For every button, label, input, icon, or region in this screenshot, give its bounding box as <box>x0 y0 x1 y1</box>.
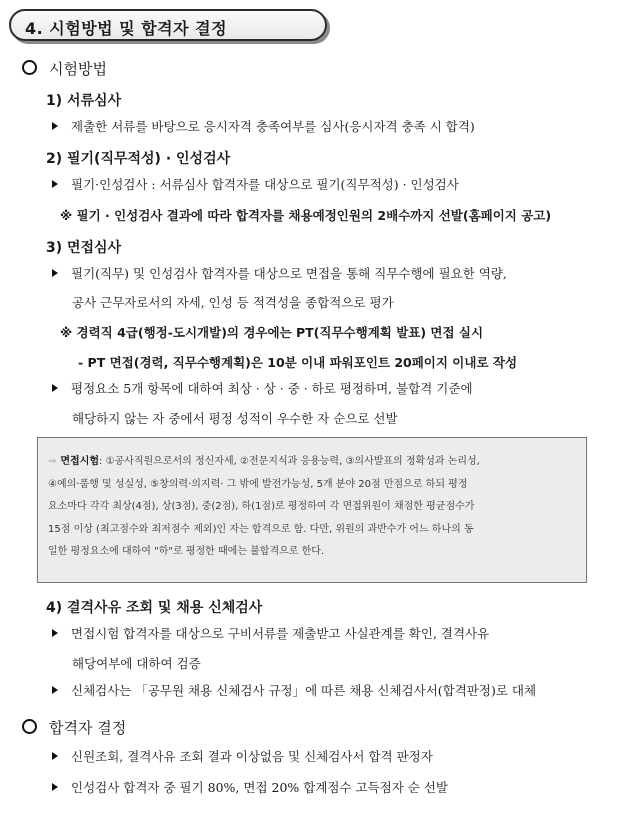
subsection-interview: 3) 면접심사 <box>46 240 122 256</box>
box-text: 15점 이상 (최고점수와 최저점수 제외)인 자는 합격으로 함. 다만, 위원의 과반수가 어느 하나의 동 <box>48 523 474 535</box>
bullet-item <box>52 170 459 199</box>
subsection-disqualification: 4) 결격사유 조회 및 채용 신체검사 <box>46 600 263 616</box>
bullet-text: 면접시험 합격자를 대상으로 구비서류를 제출받고 사실관계를 확인, 결격사유 <box>71 626 490 641</box>
box-text: ④예의·품행 및 성실성, ⑤창의력·의지력· 그 밖에 발전가능성, 5개 분야 20점 만점으로 하되 평정 <box>48 478 468 490</box>
bullet-item <box>52 773 448 802</box>
bullet-text: 인성검사 합격자 중 필기 80%, 면접 20% 합계점수 고득점자 순 선발 <box>71 780 448 795</box>
triangle-bullet-icon <box>52 269 58 277</box>
bullet-item <box>52 742 433 771</box>
box-text: 일한 평정요소에 대하여 "하"로 평정한 때에는 불합격으로 한다. <box>48 546 325 558</box>
bullet-text: 신체검사는 「공무원 채용 신체검사 규정」에 따른 채용 신체검사서(합격판정)로 대체 <box>71 683 537 698</box>
bullet-item <box>52 619 489 648</box>
note-written: ※ 필기 · 인성검사 결과에 따라 합격자를 채용예정인원의 2배수까지 선발(홈페이지 공고) <box>60 208 552 223</box>
bullet-continuation: 해당여부에 대하여 검증 <box>72 656 201 671</box>
box-text: : ①공사직원으로서의 정신자세, ②전문지식과 응용능력, ③의사발표의 정확성과 논리성, <box>99 456 480 467</box>
triangle-bullet-icon <box>52 752 58 760</box>
bullet-continuation: 공사 근무자로서의 자세, 인성 등 적격성을 종합적으로 평가 <box>72 295 394 310</box>
bullet-text: 신원조회, 결격사유 조회 결과 이상없음 및 신체검사서 합격 판정자 <box>71 749 433 764</box>
circle-bullet-icon <box>22 60 37 75</box>
note-pt-detail: - PT 면접(경력, 직무수행계획)은 10분 이내 파워포인트 20페이지 이내로 작성 <box>78 355 518 370</box>
note-pt-interview: ※ 경력직 4급(행정-도시개발)의 경우에는 PT(직무수행계획 발표) 면접 실시 <box>60 325 484 340</box>
triangle-bullet-icon <box>52 384 58 392</box>
section-header-title: 4. 시험방법 및 합격자 결정 <box>25 19 228 38</box>
section-header-box <box>9 9 327 41</box>
section-pass-decision <box>22 717 126 738</box>
bullet-item <box>52 112 475 141</box>
bullet-text: 필기(직무) 및 인성검사 합격자를 대상으로 면접을 통해 직무수행에 필요한 역량, <box>71 266 507 281</box>
section-exam-method <box>22 58 107 79</box>
bullet-item <box>52 259 507 288</box>
bullet-text: 제출한 서류를 바탕으로 응시자격 충족여부를 심사(응시자격 충족 시 합격) <box>71 119 475 134</box>
subsection-written-test: 2) 필기(직무적성) · 인성검사 <box>46 151 231 167</box>
bullet-item <box>52 374 473 403</box>
subsection-document-review: 1) 서류심사 <box>46 93 122 109</box>
bullet-text: 필기·인성검사 : 서류심사 합격자를 대상으로 필기(직무적성) · 인성검사 <box>71 177 459 192</box>
circle-bullet-icon <box>22 719 37 734</box>
box-label: 면접시험 <box>60 456 100 467</box>
interview-criteria-box <box>37 437 587 583</box>
triangle-bullet-icon <box>52 686 58 694</box>
section-title: 합격자 결정 <box>49 719 127 737</box>
section-title: 시험방법 <box>49 60 107 78</box>
triangle-bullet-icon <box>52 629 58 637</box>
triangle-bullet-icon <box>52 122 58 130</box>
arrow-icon: ⇒ <box>48 456 55 467</box>
triangle-bullet-icon <box>52 783 58 791</box>
box-text: 요소마다 각각 최상(4점), 상(3점), 중(2점), 하(1점)로 평정하여 각 면접위원이 채점한 평균점수가 <box>48 501 475 513</box>
triangle-bullet-icon <box>52 180 58 188</box>
bullet-item <box>52 676 536 705</box>
bullet-text: 평정요소 5개 항목에 대하여 최상 · 상 · 중 · 하로 평정하며, 불합격 기준에 <box>71 381 473 396</box>
bullet-continuation: 해당하지 않는 자 중에서 평정 성적이 우수한 자 순으로 선발 <box>72 411 398 426</box>
